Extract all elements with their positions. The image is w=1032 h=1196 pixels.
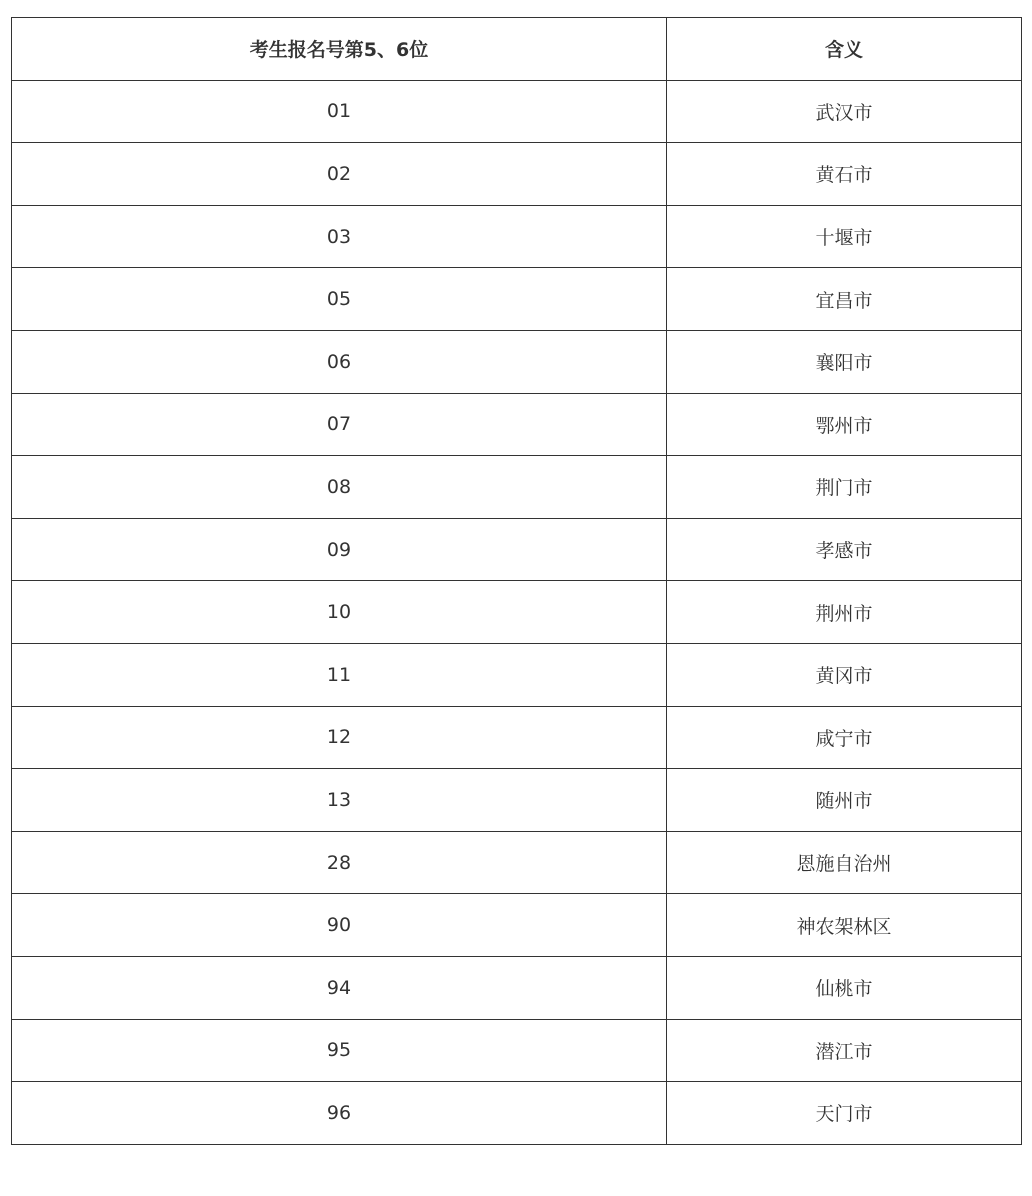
table-row	[12, 1019, 1022, 1082]
cell-code: 06	[12, 330, 667, 393]
table-row	[12, 706, 1022, 769]
table-row	[12, 393, 1022, 456]
cell-meaning: 黄石市	[667, 143, 1022, 206]
table-row	[12, 518, 1022, 581]
table-row	[12, 581, 1022, 644]
cell-meaning: 黄冈市	[667, 643, 1022, 706]
cell-meaning: 鄂州市	[667, 393, 1022, 456]
cell-code: 96	[12, 1082, 667, 1145]
cell-meaning: 孝感市	[667, 518, 1022, 581]
cell-meaning: 潜江市	[667, 1019, 1022, 1082]
cell-meaning: 宜昌市	[667, 268, 1022, 331]
table-row	[12, 769, 1022, 832]
code-meaning-table	[11, 17, 1022, 1145]
table-row	[12, 956, 1022, 1019]
table-row	[12, 205, 1022, 268]
cell-meaning: 十堰市	[667, 205, 1022, 268]
cell-meaning: 恩施自治州	[667, 831, 1022, 894]
cell-code: 08	[12, 456, 667, 519]
cell-code: 11	[12, 643, 667, 706]
cell-meaning: 襄阳市	[667, 330, 1022, 393]
cell-code: 05	[12, 268, 667, 331]
cell-meaning: 咸宁市	[667, 706, 1022, 769]
cell-code: 90	[12, 894, 667, 957]
cell-meaning: 武汉市	[667, 80, 1022, 143]
cell-code: 09	[12, 518, 667, 581]
cell-meaning: 荆州市	[667, 581, 1022, 644]
table-row	[12, 456, 1022, 519]
cell-code: 10	[12, 581, 667, 644]
cell-meaning: 仙桃市	[667, 956, 1022, 1019]
code-meaning-table-container	[11, 17, 1021, 1145]
table-row	[12, 330, 1022, 393]
cell-code: 94	[12, 956, 667, 1019]
table-row	[12, 80, 1022, 143]
table-header-row	[12, 18, 1022, 81]
table-row	[12, 643, 1022, 706]
cell-meaning: 神农架林区	[667, 894, 1022, 957]
table-row	[12, 143, 1022, 206]
table-row	[12, 831, 1022, 894]
cell-code: 01	[12, 80, 667, 143]
table-row	[12, 1082, 1022, 1145]
cell-code: 07	[12, 393, 667, 456]
table-row	[12, 268, 1022, 331]
cell-code: 28	[12, 831, 667, 894]
cell-meaning: 随州市	[667, 769, 1022, 832]
header-code-digits: 考生报名号第5、6位	[12, 18, 667, 81]
cell-code: 02	[12, 143, 667, 206]
cell-code: 13	[12, 769, 667, 832]
cell-meaning: 天门市	[667, 1082, 1022, 1145]
table-row	[12, 894, 1022, 957]
cell-code: 03	[12, 205, 667, 268]
cell-code: 12	[12, 706, 667, 769]
cell-meaning: 荆门市	[667, 456, 1022, 519]
header-meaning: 含义	[667, 18, 1022, 81]
cell-code: 95	[12, 1019, 667, 1082]
table-body	[12, 80, 1022, 1144]
